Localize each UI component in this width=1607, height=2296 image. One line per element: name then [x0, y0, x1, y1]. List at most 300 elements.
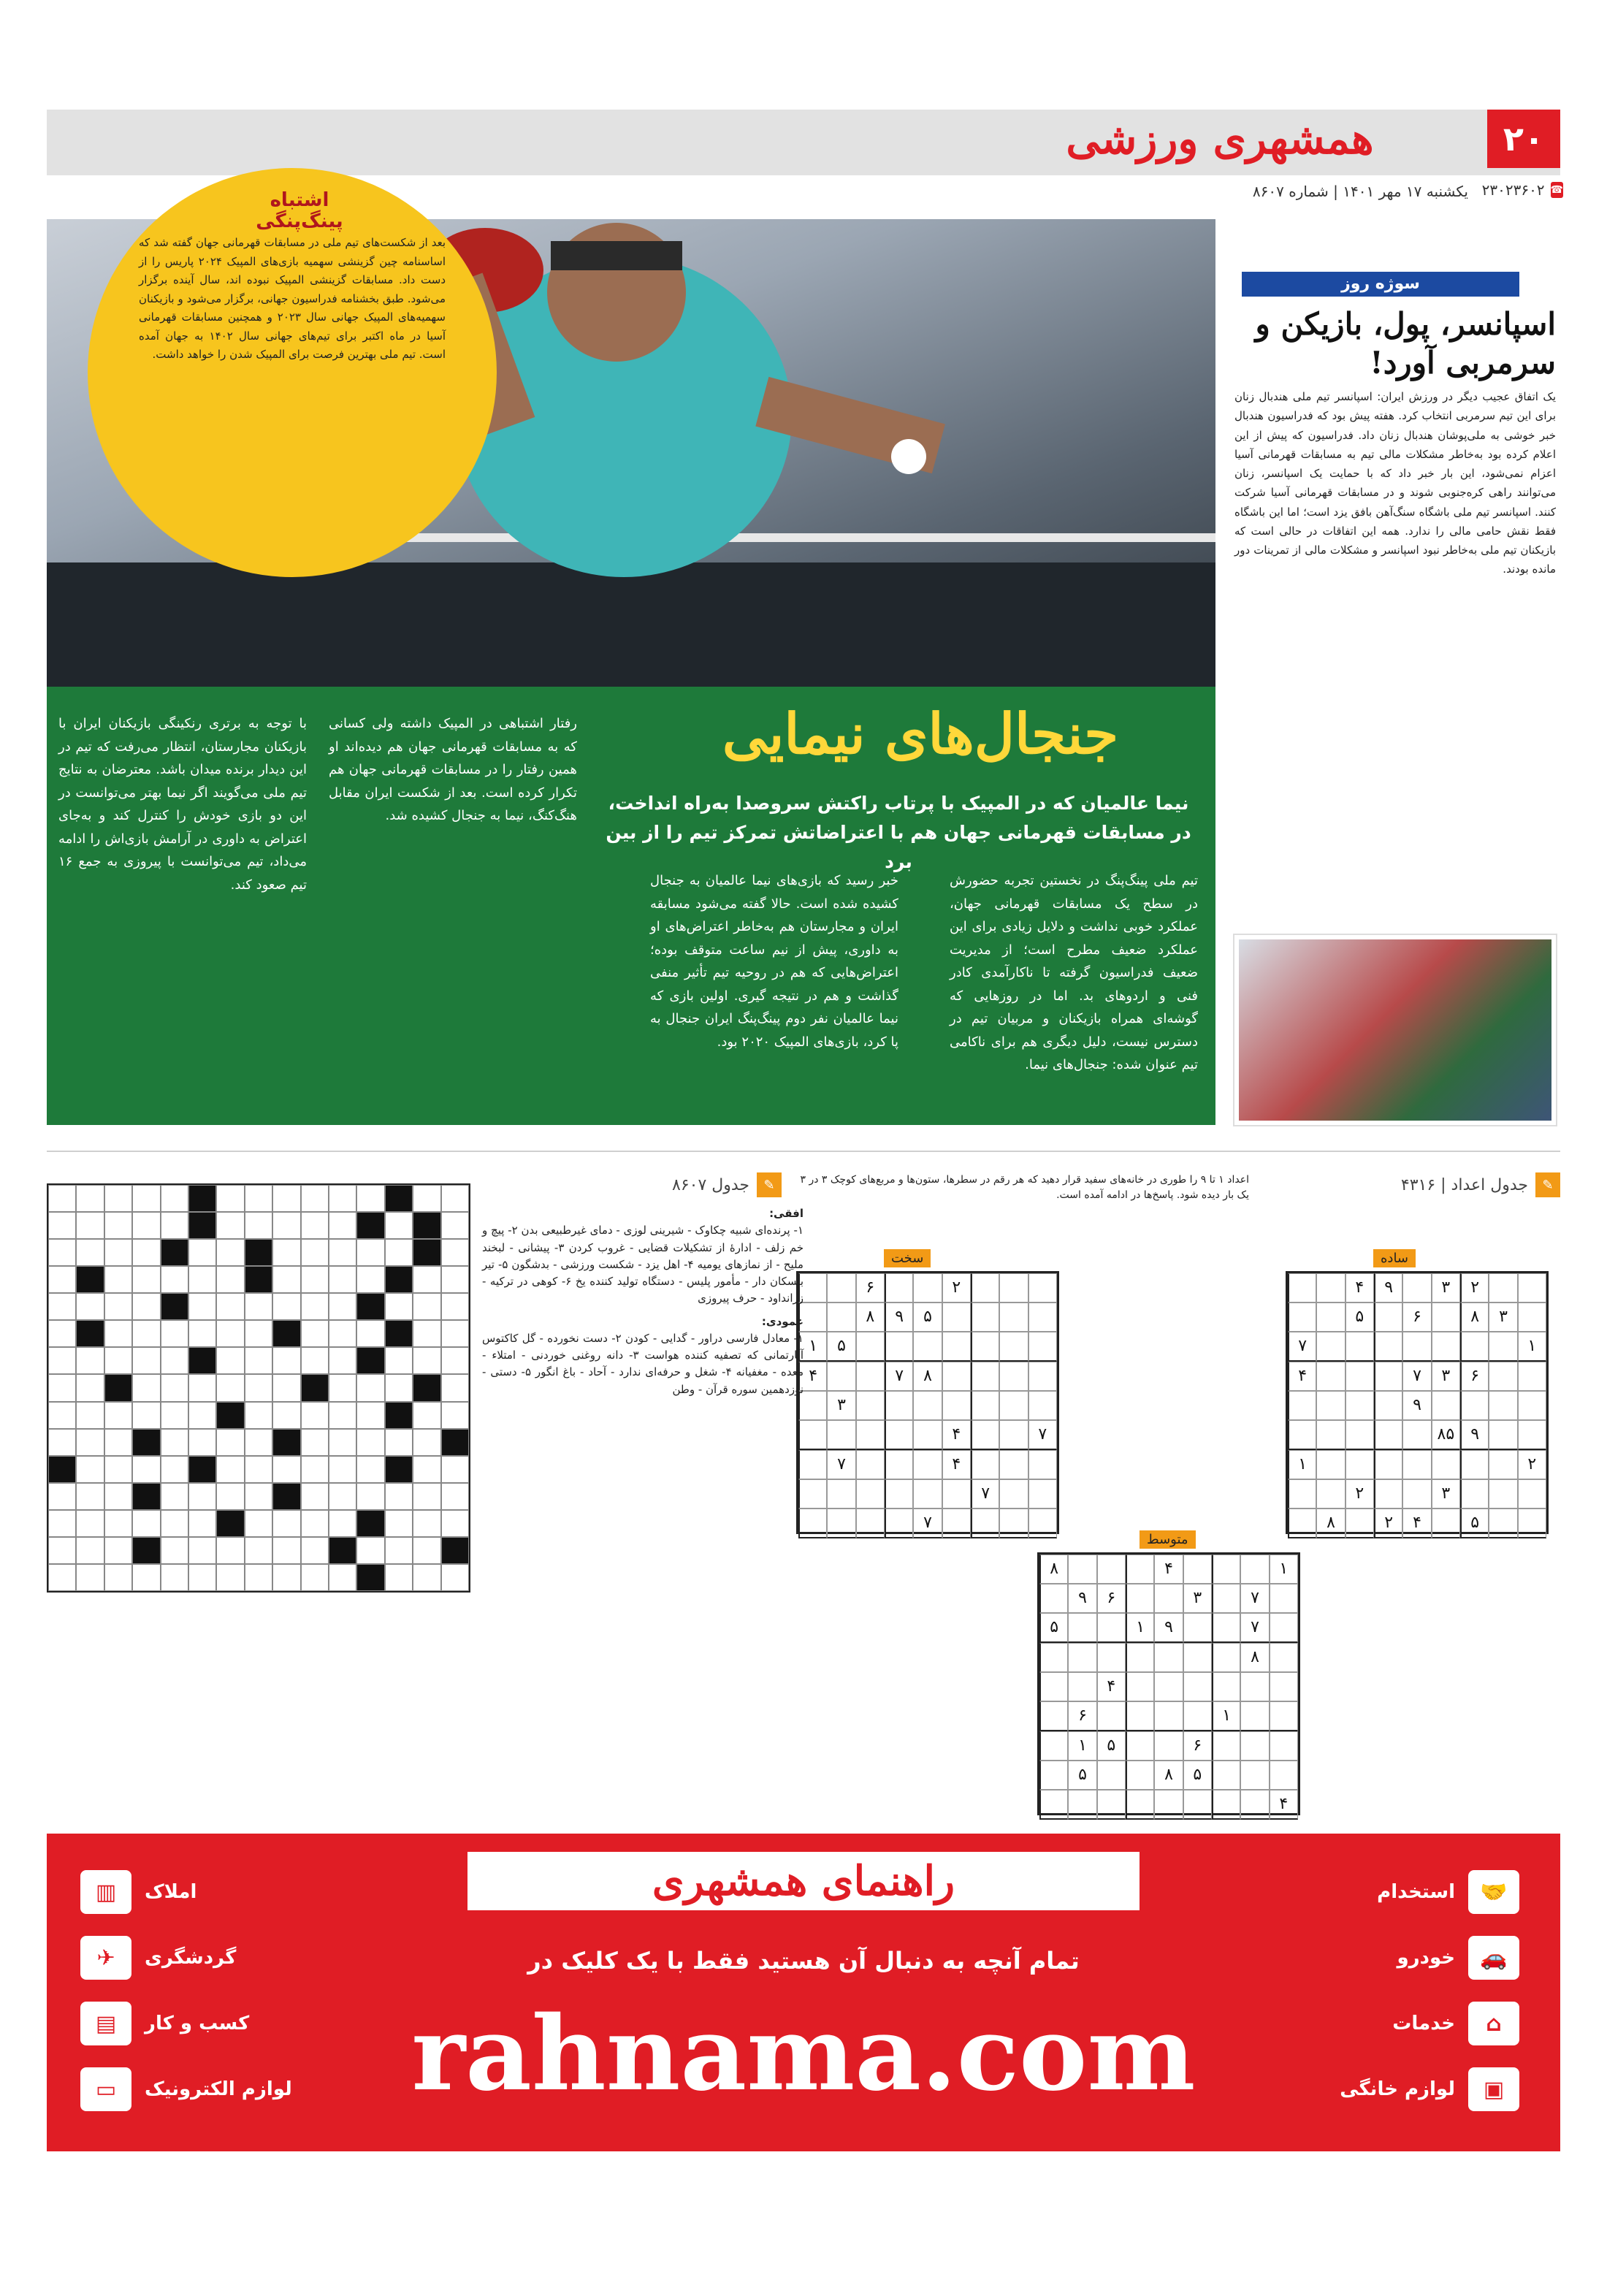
sudoku-cell[interactable]	[798, 1509, 827, 1538]
sudoku-cell[interactable]	[1183, 1672, 1212, 1701]
crossword-cell[interactable]	[385, 1402, 413, 1429]
sudoku-cell[interactable]	[1068, 1672, 1096, 1701]
sudoku-cell[interactable]: ۲	[942, 1273, 971, 1303]
sudoku-cell[interactable]	[1270, 1761, 1298, 1790]
sudoku-cell[interactable]	[1460, 1450, 1489, 1479]
sudoku-cell[interactable]: ۸۵	[1432, 1420, 1460, 1450]
sudoku-cell[interactable]	[1518, 1509, 1546, 1538]
sudoku-cell[interactable]	[1345, 1450, 1374, 1479]
crossword-cell[interactable]	[301, 1402, 329, 1429]
sudoku-cell[interactable]	[1432, 1303, 1460, 1332]
sudoku-cell[interactable]	[1240, 1701, 1269, 1731]
sudoku-cell[interactable]	[1460, 1391, 1489, 1420]
sudoku-cell[interactable]: ۵	[827, 1332, 855, 1362]
sudoku-cell[interactable]: ۱	[1518, 1332, 1546, 1362]
sudoku-cell[interactable]	[1270, 1584, 1298, 1613]
crossword-cell[interactable]	[245, 1374, 272, 1401]
crossword-cell[interactable]	[216, 1537, 244, 1564]
sudoku-cell[interactable]	[1154, 1643, 1183, 1672]
sudoku-cell[interactable]	[971, 1420, 999, 1450]
sudoku-cell[interactable]: ۴	[1288, 1362, 1316, 1391]
crossword-cell[interactable]	[385, 1320, 413, 1347]
crossword-cell[interactable]	[272, 1429, 300, 1456]
crossword-cell[interactable]	[48, 1374, 76, 1401]
crossword-cell[interactable]	[413, 1347, 440, 1374]
sudoku-cell[interactable]	[1432, 1332, 1460, 1362]
sudoku-cell[interactable]: ۴	[1270, 1790, 1298, 1820]
crossword-cell[interactable]	[441, 1347, 469, 1374]
sudoku-cell[interactable]	[1374, 1479, 1402, 1509]
sudoku-cell[interactable]: ۱	[1126, 1613, 1154, 1643]
sudoku-cell[interactable]	[1212, 1555, 1240, 1584]
crossword-cell[interactable]	[329, 1293, 356, 1320]
sudoku-cell[interactable]	[1270, 1731, 1298, 1761]
sudoku-cell[interactable]	[1288, 1391, 1316, 1420]
crossword-cell[interactable]	[356, 1239, 384, 1266]
sudoku-cell[interactable]: ۷	[1240, 1584, 1269, 1613]
sudoku-cell[interactable]	[1489, 1420, 1517, 1450]
sudoku-cell[interactable]: ۶	[1402, 1303, 1431, 1332]
sudoku-cell[interactable]: ۷	[1240, 1613, 1269, 1643]
sudoku-cell[interactable]: ۶	[1068, 1701, 1096, 1731]
sudoku-cell[interactable]	[913, 1450, 942, 1479]
sudoku-cell[interactable]: ۸	[913, 1362, 942, 1391]
sudoku-cell[interactable]	[942, 1509, 971, 1538]
crossword-cell[interactable]	[76, 1347, 104, 1374]
sudoku-cell[interactable]: ۱	[1288, 1450, 1316, 1479]
sudoku-cell[interactable]	[1270, 1672, 1298, 1701]
sudoku-cell[interactable]: ۷	[1028, 1420, 1057, 1450]
crossword-cell[interactable]	[441, 1564, 469, 1591]
crossword-cell[interactable]	[48, 1402, 76, 1429]
crossword-cell[interactable]	[385, 1347, 413, 1374]
sudoku-cell[interactable]: ۴	[1345, 1273, 1374, 1303]
sudoku-cell[interactable]	[942, 1332, 971, 1362]
sudoku-cell[interactable]	[1097, 1790, 1126, 1820]
crossword-cell[interactable]	[161, 1564, 188, 1591]
sudoku-cell[interactable]	[971, 1273, 999, 1303]
crossword-cell[interactable]	[301, 1347, 329, 1374]
sudoku-cell[interactable]	[1183, 1613, 1212, 1643]
crossword-cell[interactable]	[301, 1456, 329, 1483]
crossword-cell[interactable]	[329, 1239, 356, 1266]
crossword-cell[interactable]	[161, 1266, 188, 1293]
sudoku-cell[interactable]	[999, 1332, 1028, 1362]
sudoku-cell[interactable]	[999, 1303, 1028, 1332]
ad-category-real-estate[interactable]	[80, 1870, 196, 1914]
sudoku-cell[interactable]	[1345, 1420, 1374, 1450]
sudoku-cell[interactable]: ۳	[1432, 1273, 1460, 1303]
sudoku-cell[interactable]	[1240, 1672, 1269, 1701]
sudoku-cell[interactable]	[1432, 1509, 1460, 1538]
crossword-cell[interactable]	[272, 1239, 300, 1266]
sudoku-cell[interactable]	[856, 1509, 885, 1538]
sudoku-cell[interactable]	[999, 1362, 1028, 1391]
crossword-cell[interactable]	[188, 1510, 216, 1537]
sudoku-cell[interactable]	[1126, 1701, 1154, 1731]
crossword-cell[interactable]	[161, 1185, 188, 1212]
crossword-cell[interactable]	[161, 1239, 188, 1266]
sudoku-cell[interactable]	[1183, 1643, 1212, 1672]
sudoku-grid-medium[interactable]	[1037, 1552, 1300, 1815]
sudoku-cell[interactable]: ۵	[1345, 1303, 1374, 1332]
crossword-cell[interactable]	[48, 1320, 76, 1347]
crossword-cell[interactable]	[104, 1347, 132, 1374]
sudoku-cell[interactable]	[1460, 1332, 1489, 1362]
sudoku-cell[interactable]	[942, 1479, 971, 1509]
sudoku-cell[interactable]	[1374, 1391, 1402, 1420]
crossword-cell[interactable]	[329, 1185, 356, 1212]
crossword-cell[interactable]	[132, 1564, 160, 1591]
crossword-cell[interactable]	[245, 1185, 272, 1212]
crossword-cell[interactable]	[272, 1320, 300, 1347]
sudoku-cell[interactable]: ۶	[1460, 1362, 1489, 1391]
crossword-cell[interactable]	[356, 1402, 384, 1429]
crossword-cell[interactable]	[329, 1266, 356, 1293]
crossword-cell[interactable]	[216, 1293, 244, 1320]
sudoku-cell[interactable]	[827, 1273, 855, 1303]
crossword-cell[interactable]	[161, 1537, 188, 1564]
crossword-cell[interactable]	[413, 1266, 440, 1293]
sudoku-cell[interactable]	[1345, 1332, 1374, 1362]
crossword-cell[interactable]	[76, 1402, 104, 1429]
sudoku-cell[interactable]: ۴	[1154, 1555, 1183, 1584]
crossword-cell[interactable]	[132, 1320, 160, 1347]
sudoku-cell[interactable]: ۲	[1345, 1479, 1374, 1509]
sudoku-cell[interactable]	[1028, 1479, 1057, 1509]
crossword-cell[interactable]	[188, 1429, 216, 1456]
sudoku-cell[interactable]	[798, 1420, 827, 1450]
crossword-cell[interactable]	[245, 1510, 272, 1537]
sudoku-cell[interactable]	[1316, 1273, 1345, 1303]
sudoku-cell[interactable]: ۵	[1183, 1761, 1212, 1790]
crossword-cell[interactable]	[385, 1510, 413, 1537]
sudoku-cell[interactable]	[1402, 1420, 1431, 1450]
crossword-cell[interactable]	[216, 1374, 244, 1401]
crossword-cell[interactable]	[216, 1185, 244, 1212]
crossword-cell[interactable]	[188, 1402, 216, 1429]
crossword-cell[interactable]	[385, 1374, 413, 1401]
crossword-cell[interactable]	[76, 1374, 104, 1401]
ad-category-business[interactable]	[80, 2002, 249, 2045]
sudoku-cell[interactable]	[1154, 1584, 1183, 1613]
sudoku-cell[interactable]	[942, 1303, 971, 1332]
crossword-cell[interactable]	[216, 1456, 244, 1483]
crossword-cell[interactable]	[216, 1483, 244, 1510]
crossword-cell[interactable]	[356, 1347, 384, 1374]
sudoku-cell[interactable]	[1402, 1273, 1431, 1303]
sudoku-cell[interactable]: ۳	[1183, 1584, 1212, 1613]
sudoku-cell[interactable]	[1154, 1731, 1183, 1761]
crossword-cell[interactable]	[104, 1564, 132, 1591]
crossword-cell[interactable]	[413, 1537, 440, 1564]
crossword-cell[interactable]	[76, 1239, 104, 1266]
crossword-cell[interactable]	[132, 1537, 160, 1564]
crossword-cell[interactable]	[301, 1320, 329, 1347]
sudoku-cell[interactable]	[1288, 1303, 1316, 1332]
sudoku-cell[interactable]: ۷	[1288, 1332, 1316, 1362]
sudoku-cell[interactable]	[999, 1509, 1028, 1538]
crossword-cell[interactable]	[104, 1239, 132, 1266]
crossword-cell[interactable]	[413, 1374, 440, 1401]
crossword-cell[interactable]	[441, 1293, 469, 1320]
sudoku-cell[interactable]: ۵	[1039, 1613, 1068, 1643]
sudoku-cell[interactable]	[1288, 1420, 1316, 1450]
crossword-cell[interactable]	[245, 1212, 272, 1239]
crossword-cell[interactable]	[104, 1293, 132, 1320]
crossword-cell[interactable]	[48, 1185, 76, 1212]
crossword-cell[interactable]	[161, 1402, 188, 1429]
crossword-cell[interactable]	[301, 1266, 329, 1293]
sudoku-cell[interactable]	[913, 1420, 942, 1450]
ad-category-services[interactable]	[1392, 2002, 1519, 2045]
sudoku-cell[interactable]	[856, 1450, 885, 1479]
sudoku-cell[interactable]: ۲	[1460, 1273, 1489, 1303]
sudoku-cell[interactable]: ۸	[856, 1303, 885, 1332]
sudoku-cell[interactable]	[1345, 1362, 1374, 1391]
ad-category-home-appliances[interactable]	[1340, 2067, 1519, 2111]
main-headline[interactable]: جنجال‌های نیمایی	[722, 701, 1119, 766]
sudoku-cell[interactable]	[1039, 1672, 1068, 1701]
sudoku-cell[interactable]: ۳	[1432, 1362, 1460, 1391]
sudoku-cell[interactable]	[1374, 1420, 1402, 1450]
sudoku-cell[interactable]: ۴	[1097, 1672, 1126, 1701]
sudoku-cell[interactable]	[1489, 1391, 1517, 1420]
sudoku-cell[interactable]	[942, 1362, 971, 1391]
crossword-cell[interactable]	[356, 1456, 384, 1483]
crossword-cell[interactable]	[245, 1429, 272, 1456]
crossword-cell[interactable]	[413, 1456, 440, 1483]
crossword-cell[interactable]	[188, 1185, 216, 1212]
crossword-cell[interactable]	[301, 1510, 329, 1537]
sudoku-cell[interactable]: ۱	[1212, 1701, 1240, 1731]
sudoku-cell[interactable]	[885, 1332, 913, 1362]
sudoku-cell[interactable]	[971, 1509, 999, 1538]
crossword-cell[interactable]	[356, 1374, 384, 1401]
sudoku-cell[interactable]	[885, 1273, 913, 1303]
crossword-cell[interactable]	[104, 1483, 132, 1510]
sudoku-cell[interactable]	[885, 1450, 913, 1479]
crossword-cell[interactable]	[441, 1239, 469, 1266]
sudoku-cell[interactable]	[827, 1479, 855, 1509]
crossword-cell[interactable]	[104, 1185, 132, 1212]
crossword-cell[interactable]	[188, 1537, 216, 1564]
crossword-cell[interactable]	[272, 1537, 300, 1564]
crossword-cell[interactable]	[132, 1212, 160, 1239]
crossword-cell[interactable]	[48, 1266, 76, 1293]
sudoku-cell[interactable]	[1154, 1672, 1183, 1701]
sudoku-cell[interactable]	[1518, 1273, 1546, 1303]
sudoku-cell[interactable]	[1039, 1790, 1068, 1820]
sudoku-cell[interactable]	[1039, 1701, 1068, 1731]
sudoku-cell[interactable]	[1028, 1273, 1057, 1303]
crossword-cell[interactable]	[413, 1429, 440, 1456]
crossword-cell[interactable]	[385, 1239, 413, 1266]
crossword-cell[interactable]	[48, 1347, 76, 1374]
crossword-cell[interactable]	[272, 1483, 300, 1510]
sudoku-cell[interactable]	[885, 1420, 913, 1450]
crossword-cell[interactable]	[301, 1429, 329, 1456]
sudoku-cell[interactable]	[1270, 1643, 1298, 1672]
crossword-cell[interactable]	[76, 1510, 104, 1537]
sudoku-cell[interactable]: ۵	[1097, 1731, 1126, 1761]
crossword-cell[interactable]	[413, 1510, 440, 1537]
crossword-cell[interactable]	[301, 1185, 329, 1212]
sudoku-cell[interactable]	[1374, 1362, 1402, 1391]
crossword-cell[interactable]	[188, 1239, 216, 1266]
sudoku-cell[interactable]	[1028, 1303, 1057, 1332]
crossword-cell[interactable]	[161, 1483, 188, 1510]
sudoku-cell[interactable]	[1097, 1761, 1126, 1790]
sudoku-cell[interactable]	[913, 1273, 942, 1303]
sudoku-cell[interactable]	[1154, 1790, 1183, 1820]
crossword-cell[interactable]	[132, 1374, 160, 1401]
crossword-cell[interactable]	[104, 1456, 132, 1483]
crossword-cell[interactable]	[76, 1293, 104, 1320]
crossword-cell[interactable]	[132, 1402, 160, 1429]
sudoku-cell[interactable]	[1432, 1450, 1460, 1479]
crossword-cell[interactable]	[48, 1564, 76, 1591]
crossword-cell[interactable]	[76, 1266, 104, 1293]
ad-category-electronics[interactable]	[80, 2067, 292, 2111]
crossword-cell[interactable]	[329, 1564, 356, 1591]
crossword-cell[interactable]	[188, 1320, 216, 1347]
sudoku-cell[interactable]	[1432, 1391, 1460, 1420]
sudoku-cell[interactable]: ۵	[913, 1303, 942, 1332]
crossword-cell[interactable]	[356, 1510, 384, 1537]
sudoku-cell[interactable]	[1126, 1643, 1154, 1672]
sudoku-cell[interactable]	[1374, 1332, 1402, 1362]
crossword-cell[interactable]	[301, 1564, 329, 1591]
sudoku-cell[interactable]	[856, 1362, 885, 1391]
crossword-cell[interactable]	[272, 1374, 300, 1401]
sudoku-cell[interactable]	[1489, 1332, 1517, 1362]
sudoku-cell[interactable]	[1240, 1761, 1269, 1790]
sudoku-cell[interactable]: ۸	[1039, 1555, 1068, 1584]
sudoku-cell[interactable]: ۸	[1460, 1303, 1489, 1332]
crossword-cell[interactable]	[161, 1510, 188, 1537]
sudoku-cell[interactable]: ۲	[1518, 1450, 1546, 1479]
crossword-cell[interactable]	[272, 1402, 300, 1429]
sudoku-cell[interactable]	[1316, 1303, 1345, 1332]
crossword-cell[interactable]	[132, 1429, 160, 1456]
crossword-cell[interactable]	[48, 1212, 76, 1239]
sudoku-cell[interactable]	[1097, 1701, 1126, 1731]
sudoku-cell[interactable]	[827, 1420, 855, 1450]
crossword-cell[interactable]	[441, 1185, 469, 1212]
sudoku-cell[interactable]: ۴	[942, 1450, 971, 1479]
crossword-cell[interactable]	[329, 1374, 356, 1401]
sudoku-cell[interactable]: ۵	[1068, 1761, 1096, 1790]
crossword-cell[interactable]	[413, 1293, 440, 1320]
sudoku-cell[interactable]	[1374, 1450, 1402, 1479]
sudoku-cell[interactable]: ۱	[798, 1332, 827, 1362]
crossword-cell[interactable]	[329, 1456, 356, 1483]
sudoku-cell[interactable]	[885, 1479, 913, 1509]
sudoku-cell[interactable]	[827, 1362, 855, 1391]
crossword-grid[interactable]	[47, 1183, 470, 1593]
crossword-cell[interactable]	[48, 1537, 76, 1564]
sudoku-cell[interactable]	[1126, 1672, 1154, 1701]
crossword-cell[interactable]	[132, 1239, 160, 1266]
crossword-cell[interactable]	[441, 1402, 469, 1429]
crossword-cell[interactable]	[385, 1293, 413, 1320]
sudoku-cell[interactable]	[1154, 1701, 1183, 1731]
sudoku-cell[interactable]: ۸	[1154, 1761, 1183, 1790]
sudoku-cell[interactable]	[913, 1332, 942, 1362]
crossword-cell[interactable]	[356, 1429, 384, 1456]
crossword-cell[interactable]	[385, 1483, 413, 1510]
sudoku-cell[interactable]	[1316, 1450, 1345, 1479]
sudoku-cell[interactable]: ۷	[971, 1479, 999, 1509]
crossword-cell[interactable]	[245, 1564, 272, 1591]
crossword-cell[interactable]	[329, 1320, 356, 1347]
sudoku-cell[interactable]	[1316, 1391, 1345, 1420]
sudoku-cell[interactable]	[1028, 1450, 1057, 1479]
sudoku-cell[interactable]	[1288, 1273, 1316, 1303]
crossword-cell[interactable]	[161, 1456, 188, 1483]
crossword-cell[interactable]	[216, 1429, 244, 1456]
sudoku-cell[interactable]: ۹	[1068, 1584, 1096, 1613]
sudoku-cell[interactable]	[1126, 1790, 1154, 1820]
crossword-cell[interactable]	[48, 1293, 76, 1320]
crossword-cell[interactable]	[48, 1456, 76, 1483]
sudoku-cell[interactable]: ۱	[1068, 1731, 1096, 1761]
sudoku-cell[interactable]	[1518, 1479, 1546, 1509]
sudoku-cell[interactable]	[827, 1509, 855, 1538]
crossword-cell[interactable]	[48, 1483, 76, 1510]
crossword-cell[interactable]	[301, 1537, 329, 1564]
crossword-cell[interactable]	[272, 1293, 300, 1320]
sudoku-cell[interactable]: ۷	[885, 1362, 913, 1391]
sudoku-cell[interactable]	[1126, 1584, 1154, 1613]
crossword-cell[interactable]	[385, 1266, 413, 1293]
sudoku-cell[interactable]	[1039, 1731, 1068, 1761]
sudoku-cell[interactable]	[1126, 1555, 1154, 1584]
sudoku-cell[interactable]	[1183, 1701, 1212, 1731]
sudoku-cell[interactable]	[1240, 1731, 1269, 1761]
sudoku-cell[interactable]	[1489, 1509, 1517, 1538]
crossword-cell[interactable]	[272, 1185, 300, 1212]
sudoku-cell[interactable]	[1316, 1420, 1345, 1450]
crossword-cell[interactable]	[385, 1456, 413, 1483]
crossword-cell[interactable]	[216, 1239, 244, 1266]
crossword-cell[interactable]	[441, 1320, 469, 1347]
sudoku-cell[interactable]	[1518, 1362, 1546, 1391]
crossword-cell[interactable]	[413, 1320, 440, 1347]
sudoku-cell[interactable]: ۵	[1460, 1509, 1489, 1538]
sudoku-cell[interactable]	[1460, 1479, 1489, 1509]
crossword-cell[interactable]	[216, 1402, 244, 1429]
sudoku-cell[interactable]: ۸	[1240, 1643, 1269, 1672]
crossword-cell[interactable]	[76, 1483, 104, 1510]
crossword-cell[interactable]	[216, 1266, 244, 1293]
crossword-cell[interactable]	[104, 1374, 132, 1401]
sudoku-cell[interactable]	[913, 1479, 942, 1509]
crossword-cell[interactable]	[385, 1537, 413, 1564]
crossword-cell[interactable]	[245, 1293, 272, 1320]
sudoku-cell[interactable]	[1068, 1613, 1096, 1643]
sudoku-cell[interactable]: ۳	[1432, 1479, 1460, 1509]
crossword-cell[interactable]	[161, 1429, 188, 1456]
crossword-cell[interactable]	[329, 1212, 356, 1239]
crossword-cell[interactable]	[413, 1564, 440, 1591]
crossword-cell[interactable]	[104, 1212, 132, 1239]
sudoku-cell[interactable]	[1212, 1761, 1240, 1790]
sudoku-cell[interactable]	[1212, 1731, 1240, 1761]
crossword-cell[interactable]	[413, 1212, 440, 1239]
crossword-cell[interactable]	[188, 1374, 216, 1401]
